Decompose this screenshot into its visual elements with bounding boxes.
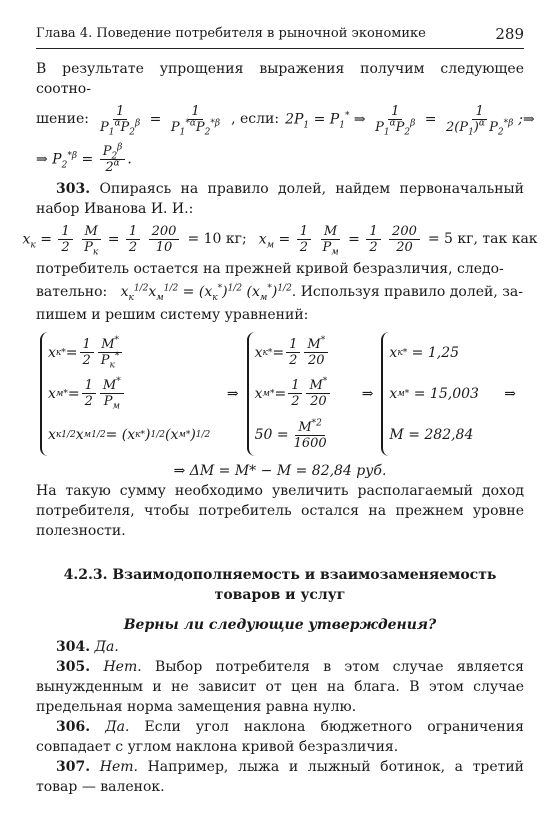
answer-306: 306. Да. Если угол наклона бюджетного ограничения совпадает с углом наклона кривой безразличия.: [36, 719, 524, 755]
section-heading: 4.2.3. Взаимодополняемость и взаимозаменяемость товаров и услуг: [63, 567, 497, 603]
paragraph-303b: потребитель остается на прежней кривой безразличия, следо-: [36, 261, 504, 277]
page-number: 289: [495, 25, 524, 43]
formula-p2: ⇒ $P_2^{*\beta}$ = $\frac{P_2^\beta}{2^\alpha}$ .: [36, 142, 132, 175]
system-3: x к * = 1,25 x м * = 15,003 M = 282,84: [381, 332, 490, 456]
paragraph-303d: пишем и решим систему уравнений:: [36, 307, 309, 323]
chapter-title: Глава 4. Поведение потребителя в рыночной экономике: [36, 26, 426, 41]
system-1: x к * = $\frac{1}{2}$ $\frac{M^*}{P_к^*}$ x м * = $\frac{1}{2}$ $\frac{M^*}{P_м}$ x к 1/2 x м 1/2 = (x к * ) 1/2 (x м * ) 1/2: [40, 332, 213, 456]
answer-304: 304. Да.: [56, 639, 119, 655]
paragraph-303c: вательно: $x_к^{1/2}x_м^{1/2} = (x_к^*)^{1/2}$ $(x_м^*)^{1/2}$. Используя правило долей, за-: [36, 283, 523, 303]
answer-307: 307. Нет. Например, лыжа и лыжный ботинок, а третий товар — валенок.: [36, 759, 525, 795]
formula-delta-m: ⇒ ΔM = M* − M = 82,84 руб.: [173, 463, 387, 479]
answer-305: 305. Нет. Выбор потребителя в этом случае является вынужденным и не зависит от цен на блага. В этом случае предельная норма замещения равна нулю.: [36, 659, 525, 715]
paragraph-simplification: В результате упрощения выражения получим следующее соотно-: [36, 61, 524, 97]
paragraph-conclusion: На такую сумму необходимо увеличить располагаемый доход потребителя, чтобы потребитель остался на прежнем уровне полезности.: [36, 483, 524, 539]
paragraph-303: 303. Опираясь на правило долей, найдем первоначальный набор Иванова И. И.:: [36, 181, 525, 217]
running-header: [36, 24, 524, 49]
system-2: x к * = $\frac{1}{2}$ $\frac{M^*}{20}$ x м * = $\frac{1}{2}$ $\frac{M^*}{20}$ 50 = $\frac{M^{*2}}{1600}$: [247, 332, 348, 456]
question-heading: Верны ли следующие утверждения?: [123, 617, 437, 633]
formula-ratio: шение: $\frac{1}{P_1^\alpha P_2^\beta}$ = $\frac{1}{P_1^{*\alpha}P_2^{*\beta}}$ , если: $2P_1 = P_1^*$ ⇒ $\frac{1}{P_1^\alpha P_2^\beta}$ = $\frac{1}{2(P_1)^\alpha P_2^{*\beta}}$ ;⇒: [36, 103, 535, 138]
equation-systems: x к * = $\frac{1}{2}$ $\frac{M^*}{P_к^*}$ x м * = $\frac{1}{2}$ $\frac{M^*}{P_м}$ x к 1/2 x м 1/2 = (x к * ) 1/2 (x м * ) 1/2 ⇒ x к * = $\frac{1}{2}$ $\frac{M^*}{20}$ x м * = $\frac{1}{2}$ $\frac{M^*}{20}$ 50 = $\frac{M^{*2}}{1600}$ ⇒ x к * = 1,25 x м * = 15,003 M = 282,84 ⇒: [40, 329, 524, 459]
formula-initial-bundle: $x_к$ = $\frac{1}{2}$ $\frac{M}{P_к}$ = $\frac{1}{2}$ $\frac{200}{10}$ = 10 кг; $x_м$ = $\frac{1}{2}$ $\frac{M}{P_м}$ = $\frac{1}{2}$ $\frac{200}{20}$ = 5 кг, так как: [22, 223, 538, 258]
